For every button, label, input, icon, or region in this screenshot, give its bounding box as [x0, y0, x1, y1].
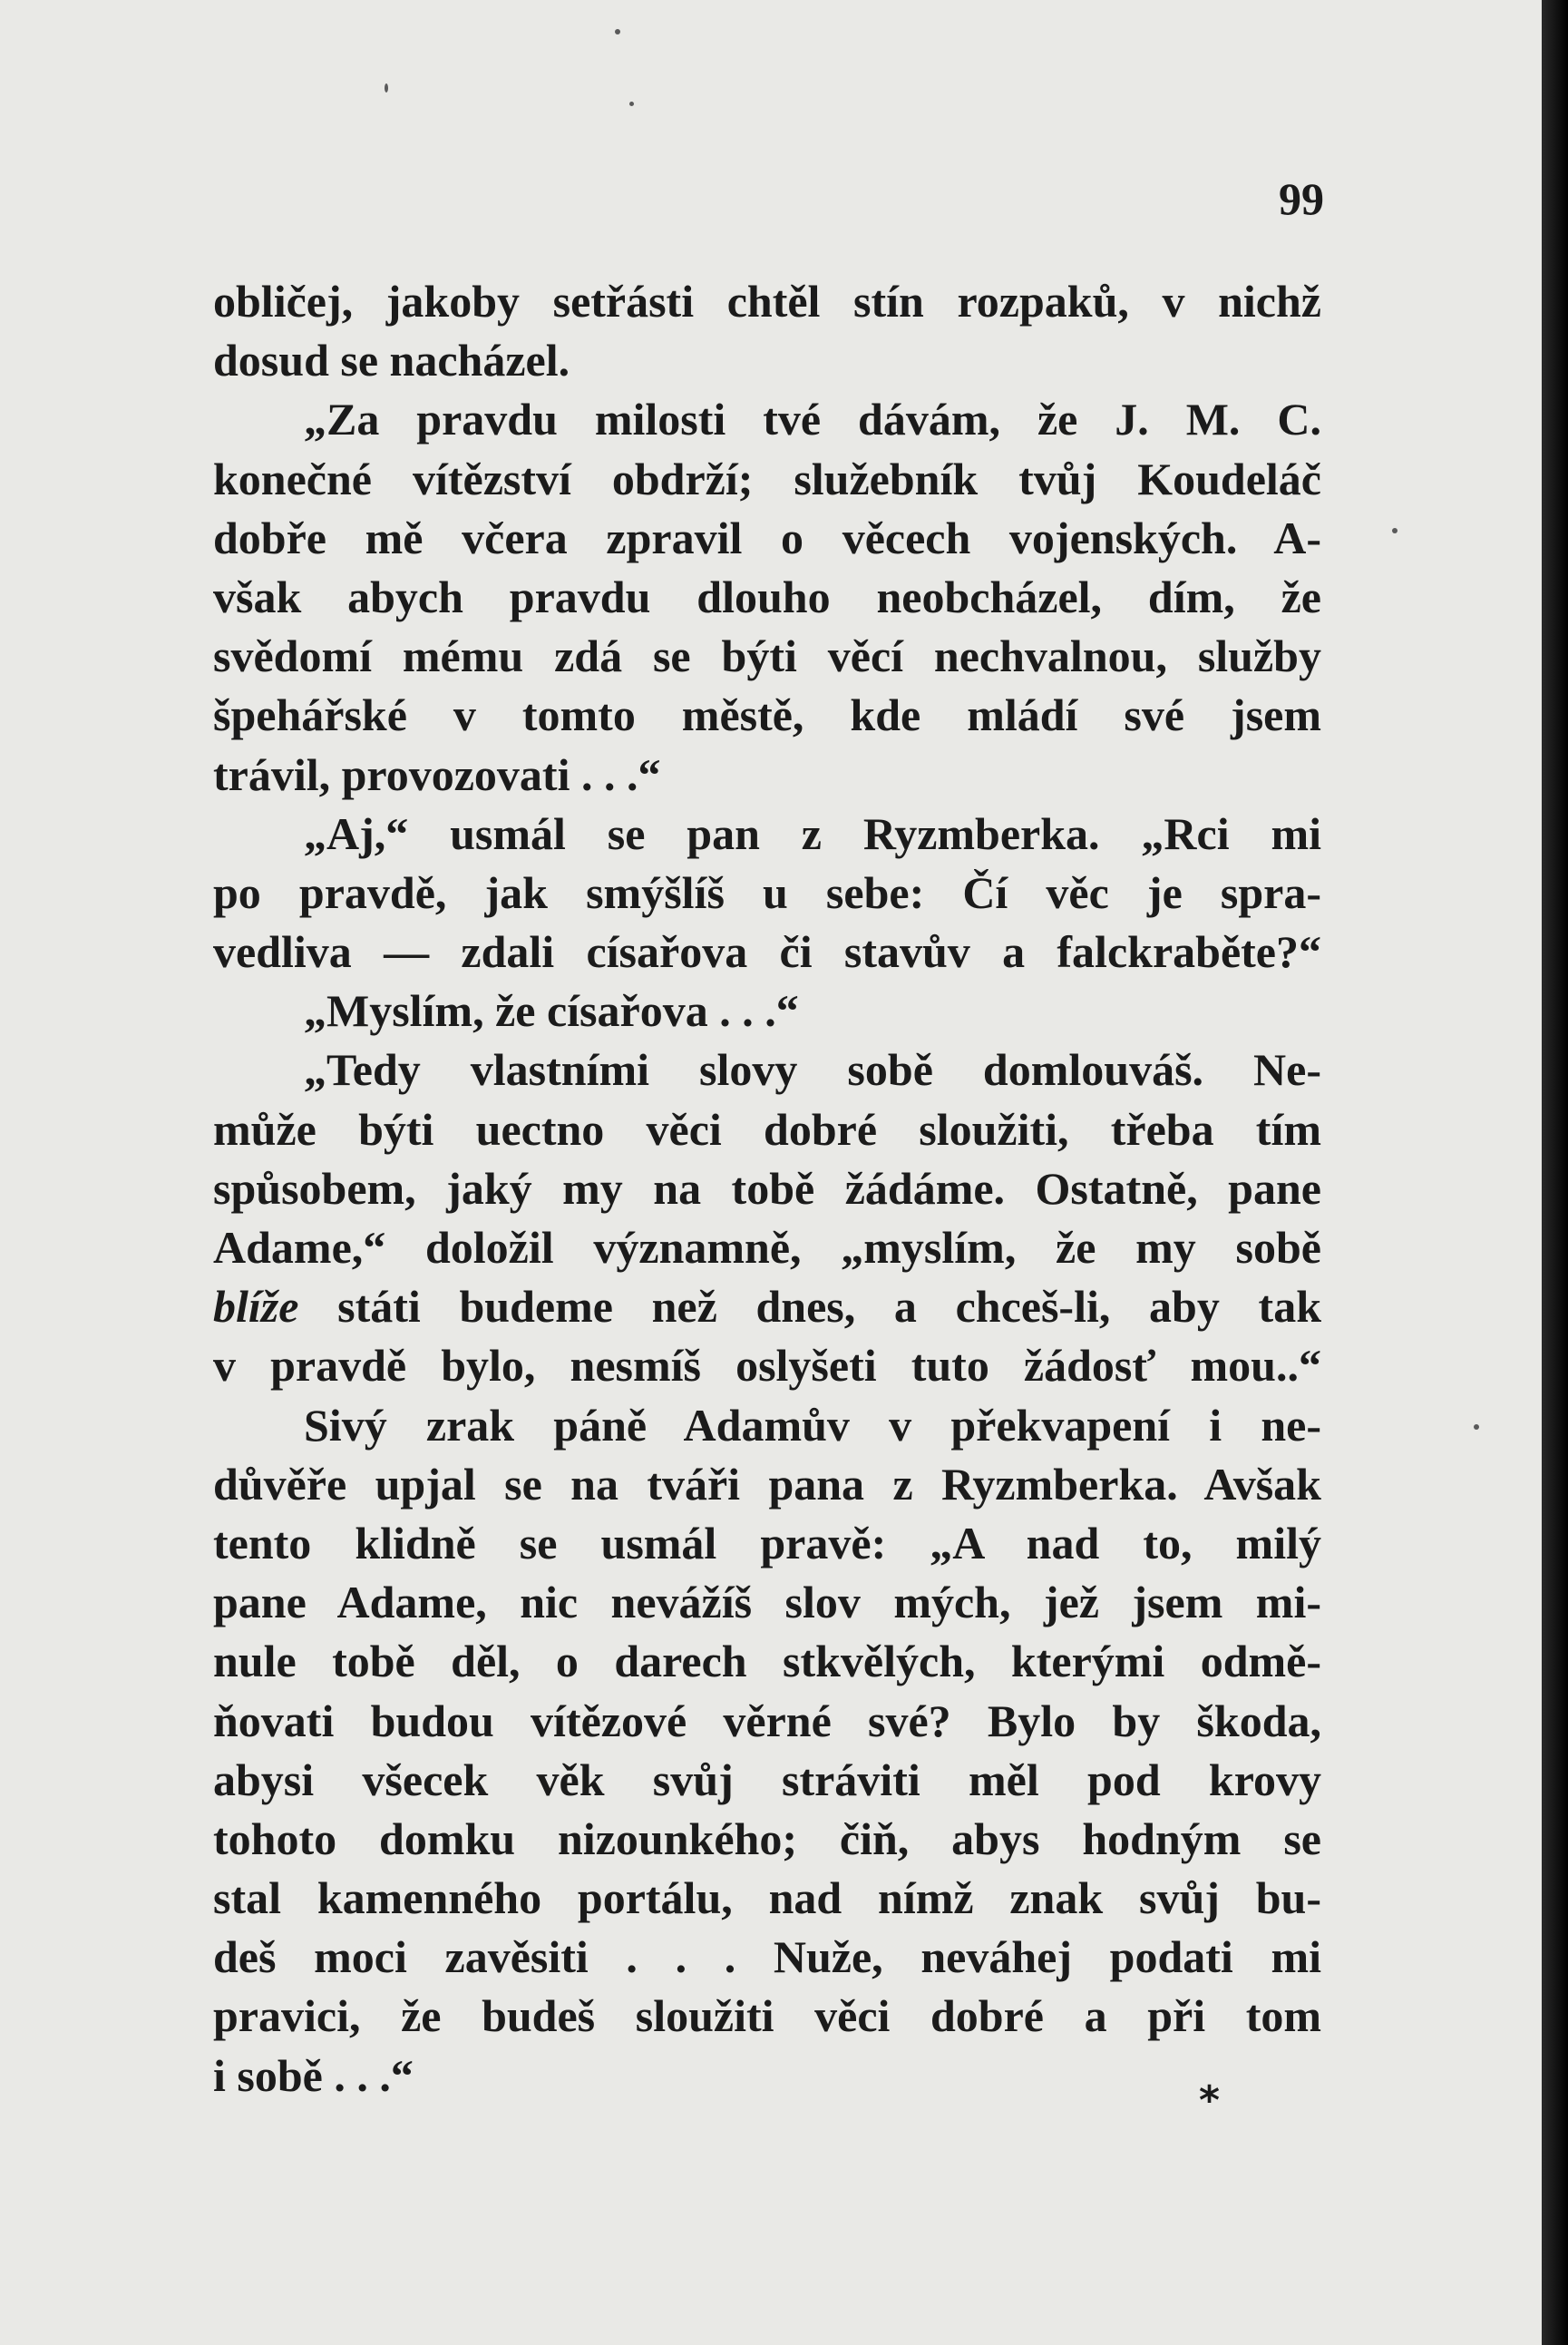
text-line: dosud se nacházel.: [213, 335, 570, 386]
emphasized-word: blíže: [213, 1281, 299, 1333]
body-text: [213, 272, 1321, 2106]
text-line: deš moci zavěsiti . . . Nuže, neváhej podati mi: [213, 1931, 1321, 1983]
paper-speck: [1392, 528, 1398, 533]
text-line: „Aj,“ usmál se pan z Ryzmberka. „Rci mi: [304, 807, 1321, 859]
page-number: 99: [1279, 173, 1324, 224]
text-line: „Myslím, že císařova . . .“: [304, 985, 799, 1037]
text-line: po pravdě, jak smýšlíš u sebe: Čí věc je spra-: [213, 866, 1321, 918]
text-line: i sobě . . .“: [213, 2049, 414, 2101]
text-line: tento klidně se usmál pravě: „A nad to, milý: [213, 1517, 1321, 1568]
text-line: v pravdě bylo, nesmíš oslyšeti tuto žádosť mou..“: [213, 1340, 1321, 1392]
text-line: abysi všecek věk svůj stráviti měl pod krovy: [213, 1754, 1321, 1805]
scan-edge: [1542, 0, 1568, 2345]
paper-speck: [615, 29, 620, 34]
text-line: vedliva — zdali císařova či stavův a falckraběte?“: [213, 926, 1321, 978]
text-line: „Tedy vlastními slovy sobě domlouváš. Ne-: [304, 1044, 1321, 1096]
text-line: špehářské v tomto městě, kde mládí své jsem: [213, 689, 1321, 741]
text-line: ňovati budou vítězové věrné své? Bylo by škoda,: [213, 1695, 1321, 1746]
text-line: důvěře upjal se na tváři pana z Ryzmberka. Avšak: [213, 1458, 1321, 1510]
paper-speck: [385, 83, 388, 93]
text-line: stal kamenného portálu, nad nímž znak svůj bu-: [213, 1872, 1321, 1924]
text-line: může býti uectno věci dobré sloužiti, třeba tím: [213, 1103, 1321, 1155]
text-line: [213, 1277, 1321, 1336]
text-line: dobře mě včera zpravil o věcech vojenských. A-: [213, 512, 1321, 563]
text-line: pane Adame, nic nevážíš slov mých, jež jsem mi-: [213, 1577, 1321, 1628]
text-line: konečné vítězství obdrží; služebník tvůj Koudeláč: [213, 453, 1321, 504]
text-line: obličej, jakoby setřásti chtěl stín rozpaků, v nichž: [213, 276, 1321, 327]
text-line: však abych pravdu dlouho neobcházel, dím, že: [213, 571, 1321, 622]
text-line: Adame,“ doložil významně, „myslím, že my sobě: [213, 1222, 1321, 1273]
text-line: „Za pravdu milosti tvé dávám, že J. M. C.: [304, 394, 1321, 445]
text-line: spůsobem, jaký my na tobě žádáme. Ostatně, pane: [213, 1162, 1321, 1214]
text-line-rest: státi budeme než dnes, a chceš-li, aby tak: [298, 1281, 1321, 1333]
text-line: pravici, že budeš sloužiti věci dobré a při tom: [213, 1990, 1321, 2042]
text-line: tohoto domku nizounkého; čiň, abys hodným se: [213, 1812, 1321, 1864]
text-line: svědomí mému zdá se býti věcí nechvalnou, služby: [213, 630, 1321, 682]
paper-speck: [1474, 1424, 1479, 1430]
paper-speck: [629, 102, 634, 106]
text-line: nule tobě děl, o darech stkvělých, kterými odmě-: [213, 1636, 1321, 1687]
text-line: Sivý zrak páně Adamův v překvapení i ne-: [304, 1399, 1321, 1451]
text-line: trávil, provozovati . . .“: [213, 748, 661, 800]
section-break-asterisk: *: [1199, 2077, 1221, 2124]
